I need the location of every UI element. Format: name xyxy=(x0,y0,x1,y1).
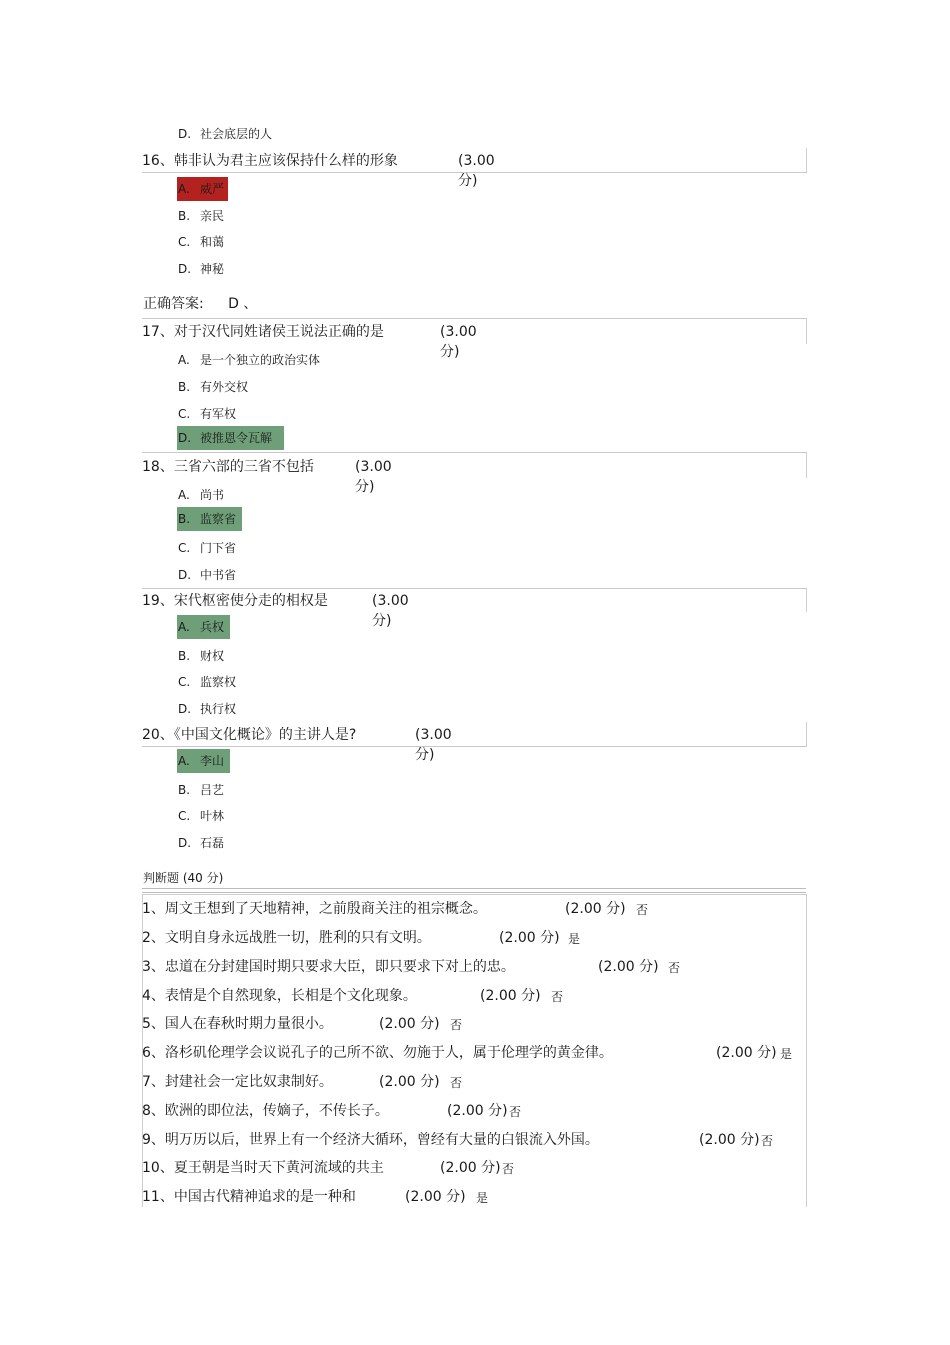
q18-option-a[interactable]: A. 尚书 xyxy=(178,488,225,502)
q17-score: (3.00 分) xyxy=(440,324,477,360)
q19-divider xyxy=(142,588,806,589)
q19-title: 19、宋代枢密使分走的相权是 (3.00 分) xyxy=(142,593,409,629)
judgment-item: 8、欧洲的即位法，传嫡子，不传长子。 (2.00 分) 否 xyxy=(142,1103,522,1119)
judgment-item: 7、封建社会一定比奴隶制好。 (2.00 分) 否 xyxy=(142,1074,463,1090)
q15-option-d: D. 社会底层的人 xyxy=(178,127,273,141)
q16-option-d[interactable]: D. 神秘 xyxy=(178,262,225,276)
q16-title: 16、韩非认为君主应该保持什么样的形象 (3.00 分) xyxy=(142,153,495,189)
q17-option-a[interactable]: A. 是一个独立的政治实体 xyxy=(178,353,321,367)
q16-correct-answer: 正确答案: D 、 xyxy=(143,296,258,312)
q19-option-a[interactable]: A. 兵权 xyxy=(177,615,230,639)
q19-score: (3.00 分) xyxy=(372,593,409,629)
judgment-item: 3、忠道在分封建国时期只要求大臣，即只要求下对上的忠。 (2.00 分) 否 xyxy=(142,959,681,975)
q19-option-b[interactable]: B. 财权 xyxy=(178,649,225,663)
q20-border-right xyxy=(806,722,807,747)
q17-option-d[interactable]: D. 被推恩令瓦解 xyxy=(177,426,284,450)
section-title: 判断题 (40 分) xyxy=(143,871,224,885)
q19-border-right xyxy=(806,588,807,612)
q20-option-a[interactable]: A. 李山 xyxy=(177,749,230,773)
q17-title: 17、对于汉代同姓诸侯王说法正确的是 (3.00 分) xyxy=(142,324,477,360)
q16-option-b[interactable]: B. 亲民 xyxy=(178,209,225,223)
judgment-item: 11、中国古代精神追求的是一种和 (2.00 分) 是 xyxy=(142,1189,489,1205)
q18-score: (3.00 分) xyxy=(355,459,392,495)
q20-title: 20、《中国文化概论》的主讲人是? (3.00 分) xyxy=(142,727,452,763)
q20-option-b[interactable]: B. 吕艺 xyxy=(178,783,225,797)
judgment-item: 1、周文王想到了天地精神，之前殷商关注的祖宗概念。 (2.00 分) 否 xyxy=(142,901,649,917)
q20-score: (3.00 分) xyxy=(415,727,452,763)
judgment-item: 4、表情是个自然现象，长相是个文化现象。 (2.00 分) 否 xyxy=(142,988,564,1004)
judgment-item: 10、夏王朝是当时天下黄河流域的共主 (2.00 分) 否 xyxy=(142,1160,515,1176)
q17-option-b[interactable]: B. 有外交权 xyxy=(178,380,249,394)
judgment-item: 2、文明自身永远战胜一切，胜利的只有文明。 (2.00 分) 是 xyxy=(142,930,581,946)
q16-score: (3.00 分) xyxy=(458,153,495,189)
q17-divider xyxy=(142,318,806,319)
q18-border-right xyxy=(806,452,807,478)
judgment-item: 6、洛杉矶伦理学会议说孔子的己所不欲、勿施于人，属于伦理学的黄金律。 (2.00 分) 是 xyxy=(142,1045,793,1061)
q18-option-b[interactable]: B. 监察省 xyxy=(177,507,242,531)
q18-divider xyxy=(142,452,806,453)
q20-option-d[interactable]: D. 石磊 xyxy=(178,836,225,850)
judgment-item: 5、国人在春秋时期力量很小。 (2.00 分) 否 xyxy=(142,1016,463,1032)
q17-option-c[interactable]: C. 有军权 xyxy=(178,407,237,421)
q18-option-c[interactable]: C. 门下省 xyxy=(178,541,237,555)
q20-divider xyxy=(142,746,806,747)
section-divider xyxy=(142,888,806,893)
judgment-item: 9、明万历以后，世界上有一个经济大循环，曾经有大量的白银流入外国。 (2.00 分) 否 xyxy=(142,1132,774,1148)
q19-option-c[interactable]: C. 监察权 xyxy=(178,675,237,689)
q20-option-c[interactable]: C. 叶林 xyxy=(178,809,225,823)
q19-option-d[interactable]: D. 执行权 xyxy=(178,702,237,716)
q16-border-right xyxy=(806,148,807,173)
q18-title: 18、三省六部的三省不包括 (3.00 分) xyxy=(142,459,392,495)
q17-border-right xyxy=(806,318,807,344)
q16-option-c[interactable]: C. 和蔼 xyxy=(178,235,225,249)
q16-option-a[interactable]: A. 威严 xyxy=(177,177,228,201)
q18-option-d[interactable]: D. 中书省 xyxy=(178,568,237,582)
